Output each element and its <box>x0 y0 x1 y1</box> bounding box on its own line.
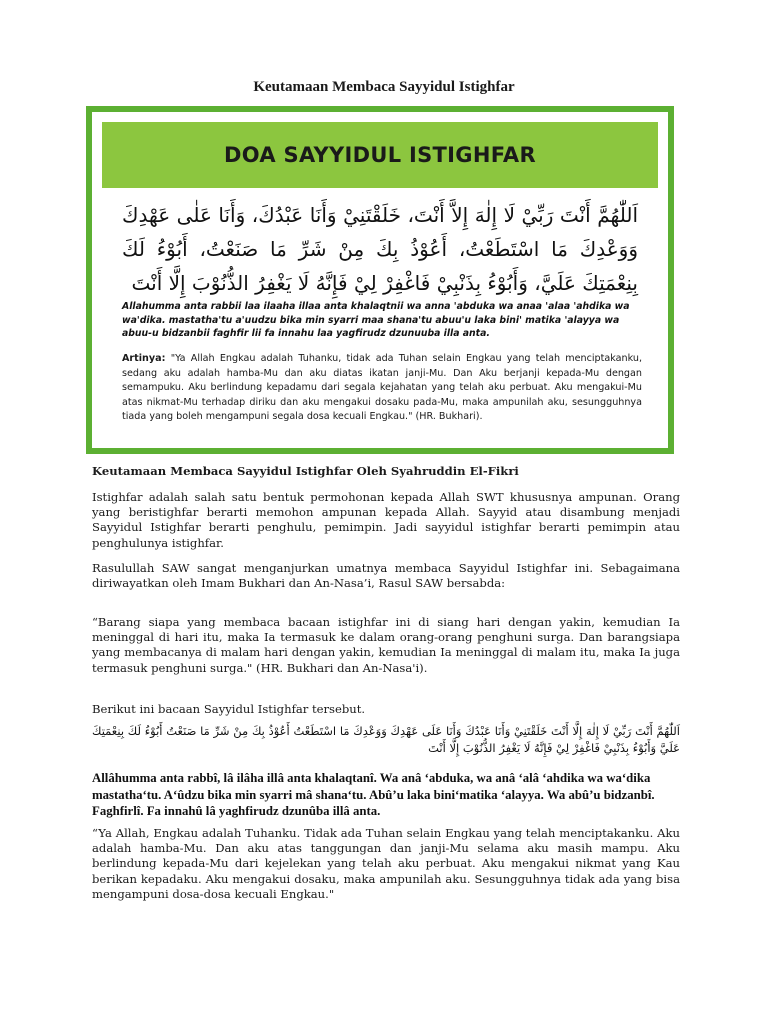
paragraph-hadith: “Barang siapa yang membaca bacaan istighfar ini di siang hari dengan yakin, kemudian Ia meninggal di hari itu, maka Ia termasuk ke dalam orang-orang penghuni surga. Dan barangsiapa yang membacanya di malam hari dengan yakin, kemudian Ia meninggal di malam itu, maka Ia juga termasuk penghuni surga." (HR. Bukhari dan An-Nasa'i). <box>92 615 680 675</box>
paragraph-hadith-intro: Rasulullah SAW sangat menganjurkan umatnya membaca Sayyidul Istighfar ini. Sebagaimana diriwayatkan oleh Imam Bukhari dan An-Nasa’i, Rasul SAW bersabda: <box>92 561 680 591</box>
banner <box>102 122 658 188</box>
article-subheading: Keutamaan Membaca Sayyidul Istighfar Oleh Syahruddin El-Fikri <box>92 464 519 478</box>
paragraph-translation: “Ya Allah, Engkau adalah Tuhanku. Tidak ada Tuhan selain Engkau yang telah menciptakanku. Aku adalah hamba-Mu. Dan aku atas tanggungan dan janji-Mu selama aku masih mampu. Aku berlindung kepada-Mu dari kejelekan yang telah aku perbuat. Aku mengakui nikmat yang Kau berikan kepadaku. Aku mengakui dosaku, maka ampunilah aku. Sesungguhnya tidak ada yang bisa mengampuni dosa-dosa kecuali Engkau." <box>92 826 680 901</box>
image-meaning <box>122 352 642 425</box>
paragraph-intro: Istighfar adalah salah satu bentuk permohonan kepada Allah SWT khususnya ampunan. Orang yang beristighfar berarti memohon ampunan kepada Allah. Sayyid atau disambung menjadi Sayyidul Istighfar berarti penghulu, pemimpin. Jadi sayyidul istighfar berarti pemimpin atau penghulunya istighfar. <box>92 490 680 550</box>
paragraph-bacaan: Berikut ini bacaan Sayyidul Istighfar tersebut. <box>92 702 366 716</box>
meaning-label: Artinya: <box>122 353 166 364</box>
doa-image <box>86 106 674 454</box>
arabic-prayer-text: اَللّٰهُمَّ أَنْتَ رَبِّيْ لَا إِلٰهَ إِلَّا أَنْتَ خَلَقْتَنِيْ وَأَنَا عَبْدُكَ وَأَنَا عَلَى عَهْدِكَ وَوَعْدِكَ مَا اسْتَطَعْتُ أَعُوْذُ بِكَ مِنْ شَرِّ مَا صَنَعْتُ أَبُوْءُ لَكَ بِنِعْمَتِكَ عَلَيَّ وَأَبُوْءُ بِذَنْبِيْ فَاغْفِرْ لِيْ فَإِنَّهُ لَا يَغْفِرُ الذُّنُوْبَ إِلَّا أَنْتَ <box>92 724 680 755</box>
banner-title: DOA SAYYIDUL ISTIGHFAR <box>224 143 536 167</box>
meaning-text: "Ya Allah Engkau adalah Tuhanku, tidak ada Tuhan selain Engkau yang telah menciptakanku, sedang aku adalah hamba-Mu dan aku diatas ikatan janji-Mu. Dan Aku berjanji kepada-Mu dengan semampuku. Aku berlindung kepadamu dari segala kejahatan yang telah aku perbuat. Aku mengakui-Mu atas nikmat-Mu terhadap diriku dan aku mengakui dosaku pada-Mu, maka ampunilah aku, sesungguhnya tiada yang boleh mengampuni segala dosa kecuali Engkau." (HR. Bukhari). <box>122 353 642 422</box>
transliteration-bold: Allâhumma anta rabbî, lâ ilâha illâ anta khalaqtanî. Wa anâ ‘abduka, wa anâ ‘alâ ‘ahdika wa wa‘dika mastatha‘tu. A‘ûdzu bika min syarri mâ shana‘tu. Abû’u laka bini‘matika ‘alayya. Wa abû’u bidzanbî. Faghfirlî. Fa innahû lâ yaghfirudz dzunûba illâ anta. <box>92 771 655 818</box>
arabic-prayer: اَللّٰهُمَّ أَنْتَ رَبِّيْ لَا إِلٰهَ إِلاَّ أَنْتَ، خَلَقْتَنِيْ وَأَنَا عَبْدُكَ، وَأَنَا عَلٰى عَهْدِكَ وَوَعْدِكَ مَا اسْتَطَعْتُ، أَعُوْذُ بِكَ مِنْ شَرِّ مَا صَنَعْتُ، أَبُوْءُ لَكَ بِنِعْمَتِكَ عَلَيَّ، وَأَبُوْءُ بِذَنْبِيْ فَاغْفِرْ لِيْ فَإِنَّهُ لَا يَغْفِرُ الذُّنُوْبَ إِلَّا أَنْتَ <box>122 203 638 295</box>
image-transliteration: Allahumma anta rabbii laa ilaaha illaa anta khalaqtnii wa anna 'abduka wa anaa 'alaa 'ahdika wa wa'dika. mastatha'tu a'uudzu bika min syarri maa shana'tu abuu'u laka bini' matika 'alayya wa abuu-u bidzanbii faghfir lii fa innahu laa yagfirudz dzunuuba illa anta. <box>122 301 630 339</box>
document-title: Keutamaan Membaca Sayyidul Istighfar <box>253 79 515 95</box>
